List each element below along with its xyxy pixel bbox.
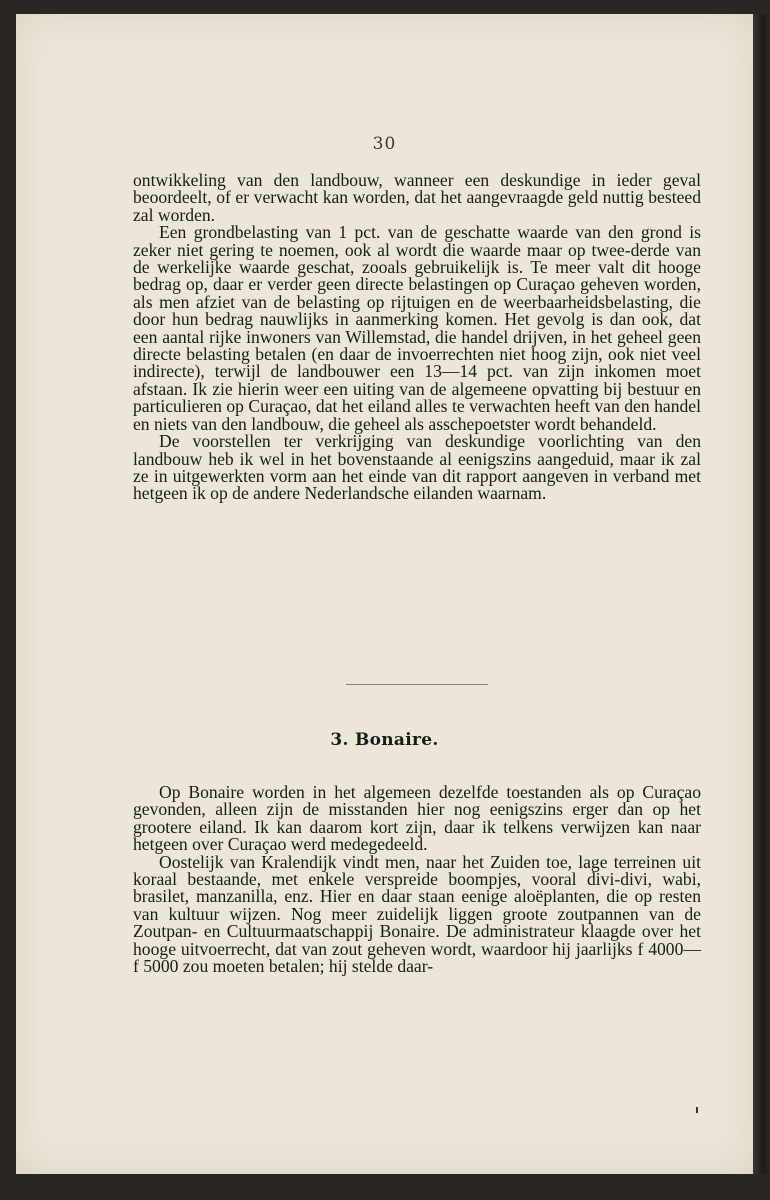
section-heading: 3. Bonaire. (330, 730, 439, 750)
book-page (16, 14, 753, 1174)
continued-text (133, 172, 701, 503)
section-body (133, 784, 701, 975)
page-number: 30 (372, 134, 397, 154)
paragraph: De voorstellen ter verkrijging van deskundige voorlichting van den landbouw heb ik wel in het bovenstaande al eenigszins aangeduid, maar ik zal ze in uitgewerkten vorm aan het einde van dit rapport aangeven in verband met hetgeen ik op de andere Nederlandsche eilanden waarnam. (133, 431, 701, 504)
section-divider (346, 684, 488, 685)
scan-bottom-edge (0, 1174, 770, 1200)
paragraph: Oostelijk van Kralendijk vindt men, naar het Zuiden toe, lage terreinen uit koraal bestaande, met enkele verspreide boompjes, vooral divi-divi, wabi, brasilet, manzanilla, enz. Hier en daar staan eenige aloëplanten, die op resten van kultuur wijzen. Nog meer zuidelijk liggen groote zoutpannen van de Zoutpan- en Cultuurmaatschappij Bonaire. De administrateur klaagde over het hooge uitvoerrecht, dat van zout geheven wordt, waardoor hij jaarlijks f 4000—f 5000 zou moeten betalen; hij stelde daar- (133, 851, 701, 977)
paragraph: ontwikkeling van den landbouw, wanneer een deskundige in ieder geval beoordeelt, of er verwacht kan worden, dat het aangevraagde geld nuttig besteed zal worden. (133, 170, 701, 225)
paper-speck (696, 1107, 698, 1113)
book-spine-edge (753, 14, 770, 1200)
paragraph: Een grondbelasting van 1 pct. van de geschatte waarde van den grond is zeker niet gering te noemen, ook al wordt die waarde maar op twee-derde van de werkelijke waarde geschat, zooals gebruikelijk is. Te meer valt dit hooge bedrag op, daar er verder geen directe belastingen op Curaçao geheven worden, als men afziet van de belasting op rijtuigen en de weerbaarheidsbelasting, die door hun bedrag nauwlijks in aanmerking komen. Het gevolg is dan ook, dat een aantal rijke inwoners van Willemstad, die handel drijven, in het geheel geen directe belasting betalen (en daar de invoerrechten niet hoog zijn, ook niet veel indirecte), terwijl de landbouwer een 13—14 pct. van zijn inkomen moet afstaan. Ik zie hierin weer een uiting van de algemeene opvatting bij bestuur en particulieren op Curaçao, dat het eiland alles te verwachten heeft van den handel en niets van den landbouw, die geheel als asschepoetster wordt behandeld. (133, 222, 701, 434)
paragraph: Op Bonaire worden in het algemeen dezelfde toestanden als op Curaçao gevonden, alleen zijn de misstanden hier nog eenigszins erger dan op het grootere eiland. Ik kan daarom kort zijn, daar ik telkens verwijzen kan naar hetgeen over Curaçao werd medegedeeld. (133, 782, 701, 855)
